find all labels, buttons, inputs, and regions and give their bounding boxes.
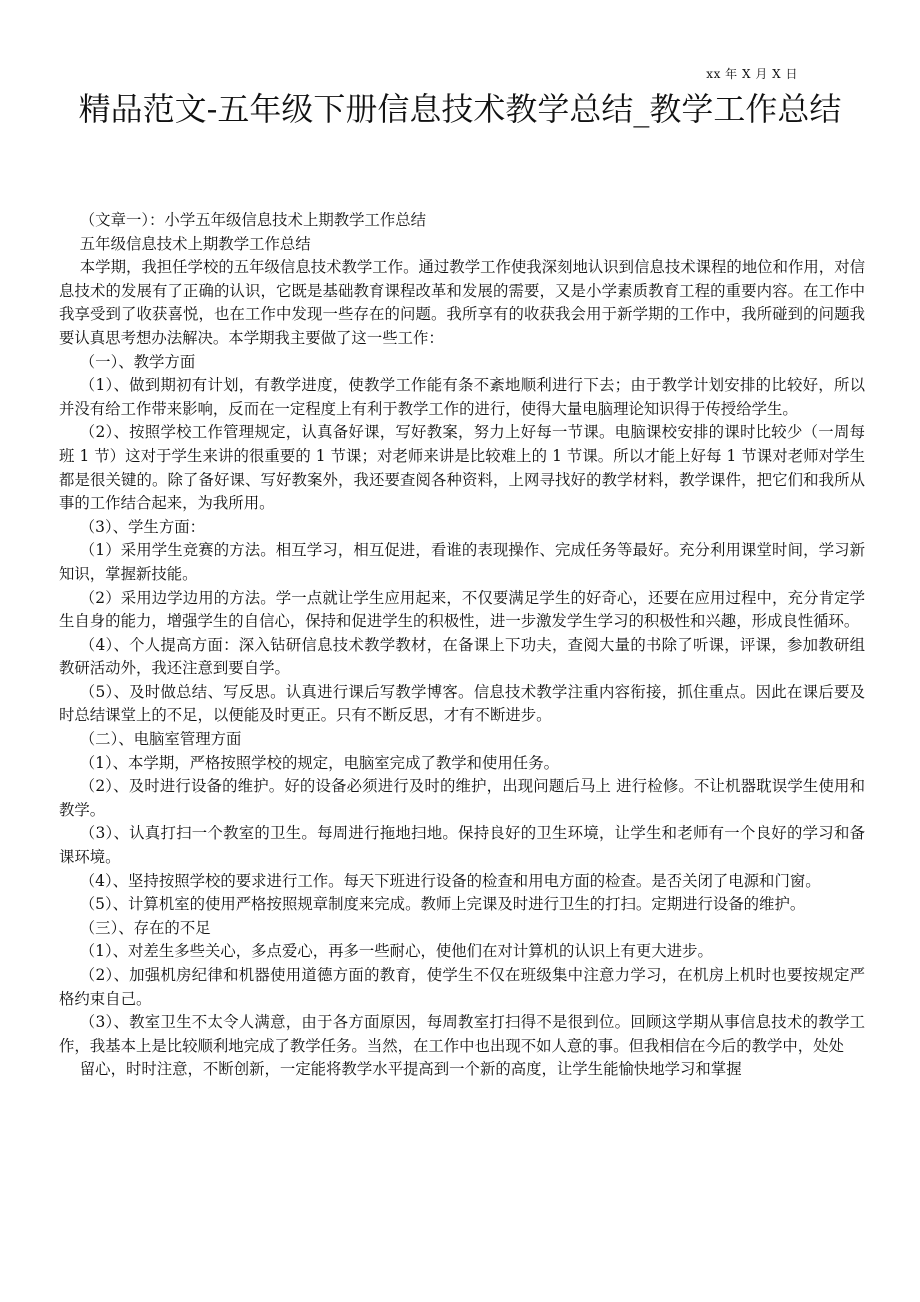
lab-item-4: （4）、坚持按照学校的要求进行工作。每天下班进行设备的检查和用电方面的检查。是否关闭了电源和门窗。	[79, 871, 821, 890]
lab-item-1: （1）、本学期，严格按照学校的规定，电脑室完成了教学和使用任务。	[79, 753, 559, 772]
lab-item-3: （3）、认真打扫一个教室的卫生。每周进行拖地扫地。保持良好的卫生环境，让学生和老师有一个良好的学习和备课环境。	[59, 824, 865, 867]
article-heading: （文章一）：小学五年级信息技术上期教学工作总结	[79, 211, 427, 229]
intro-paragraph: 本学期，我担任学校的五年级信息技术教学工作。通过教学工作使我深刻地认识到信息技术课程的地位和作用，对信息技术的发展有了正确的认识，它既是基础教育课程改革和发展的需要，又是小学素质教育工程的重要内容。在工作中我享受到了收获喜悦，也在工作中发现一些存在的问题。我所享有的收获我会用于新学期的工作中，我所碰到的问题我要认真思考想办法解决。本学期我主要做了这一些工作：	[59, 258, 865, 347]
document-date: xx 年 X 月 X 日	[706, 67, 798, 81]
document-body	[59, 209, 865, 1082]
section-heading-shortcomings: （三）、存在的不足	[79, 918, 211, 937]
teaching-item-4: （4）、个人提高方面：深入钻研信息技术教学教材，在备课上下功夫，查阅大量的书除了听课，评课，参加教研组教研活动外，我还注意到要自学。	[59, 635, 865, 678]
lab-item-2: （2）、及时进行设备的维护。好的设备必须进行及时的维护，出现问题后马上 进行检修。不让机器耽误学生使用和教学。	[59, 777, 865, 819]
document-title: 精品范文-五年级下册信息技术教学总结_教学工作总结	[78, 90, 842, 128]
section-heading-teaching: （一）、教学方面	[79, 352, 196, 371]
teaching-item-5: （5）、及时做总结、写反思。认真进行课后写教学博客。信息技术教学注重内容衔接，抓住重点。因此在课后要及时总结课堂上的不足，以便能及时更正。只有不断反思，才有不断进步。	[59, 682, 865, 725]
lab-item-5: （5）、计算机室的使用严格按照规章制度来完成。教师上完课及时进行卫生的打扫。定期进行设备的维护。	[79, 895, 806, 914]
teaching-item-1: （1）、做到期初有计划，有教学进度，使教学工作能有条不紊地顺利进行下去；由于教学计划安排的比较好，所以并没有给工作带来影响，反而在一定程度上有利于教学工作的进行，使得大量电脑理论知识得于传授给学生。	[59, 376, 865, 418]
teaching-item-2: （2）、按照学校工作管理规定，认真备好课，写好教案，努力上好每一节课。电脑课校安排的课时比较少（一周每班 1 节）这对于学生来讲的很重要的 1 节课；对老师来讲是比较难上的 1 节课。所以才能上好每 1 节课对老师对学生都是很关键的。除了备好课、写好教案外，我还要查阅各种资料，上网寻找好的教学材料，教学课件，把它们和我所从事的工作结合起来，为我所用。	[59, 423, 865, 513]
teaching-item-3: （3）、学生方面：	[79, 517, 205, 536]
section-heading-lab: （二）、电脑室管理方面	[79, 730, 242, 749]
closing-paragraph: 留心，时时注意，不断创新，一定能将教学水平提高到一个新的高度，让学生能愉快地学习和掌握	[79, 1060, 742, 1079]
student-item-2: （2）采用边学边用的方法。学一点就让学生应用起来，不仅要满足学生的好奇心，还要在应用过程中，充分肯定学生自身的能力，增强学生的自信心，保持和促进学生的积极性，进一步激发学生学习的积极性和兴趣，形成良性循环。	[59, 588, 865, 631]
shortcoming-item-2: （2）、加强机房纪律和机器使用道德方面的教育，使学生不仅在班级集中注意力学习，在机房上机时也要按规定严格约束自己。	[59, 966, 865, 1008]
student-item-1: （1）采用学生竞赛的方法。相互学习，相互促进，看谁的表现操作、完成任务等最好。充分利用课堂时间，学习新知识，掌握新技能。	[59, 541, 865, 583]
shortcoming-item-1: （1）、对差生多些关心，多点爱心，再多一些耐心，使他们在对计算机的认识上有更大进步。	[79, 942, 713, 961]
shortcoming-item-3: （3）、教室卫生不太令人满意，由于各方面原因，每周教室打扫得不是很到位。回顾这学期从事信息技术的教学工作，我基本上是比较顺利地完成了教学任务。当然，在工作中也出现不如人意的事。但我相信在今后的教学中，处处	[59, 1013, 865, 1055]
article-subtitle: 五年级信息技术上期教学工作总结	[79, 234, 311, 253]
